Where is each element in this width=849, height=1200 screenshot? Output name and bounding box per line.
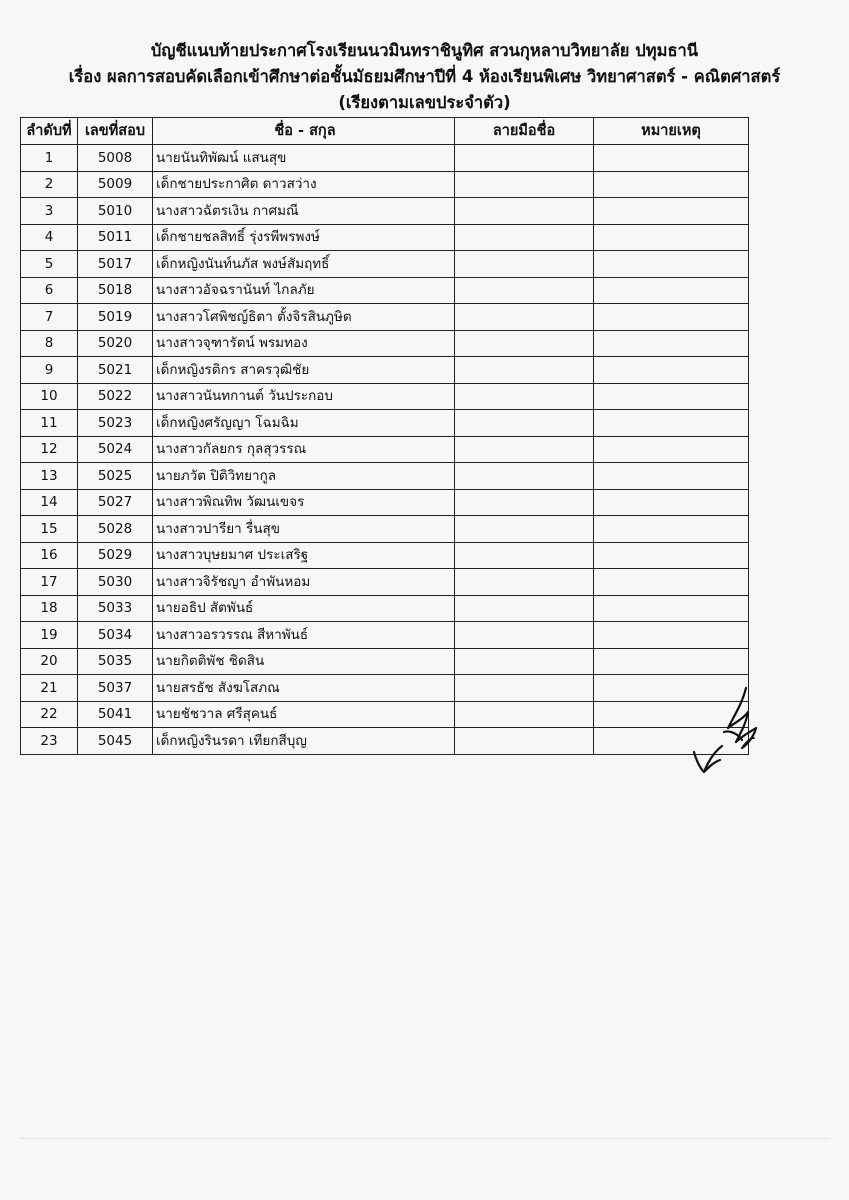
cell-exam-id: 5017 (78, 251, 153, 278)
table-row (21, 330, 749, 357)
cell-name: เด็กชายชลสิทธิ์ รุ่งรพีพรพงษ์ (153, 224, 455, 251)
cell-no: 5 (21, 251, 78, 278)
cell-no: 6 (21, 277, 78, 304)
roster-body (21, 145, 749, 755)
cell-signature (455, 277, 594, 304)
cell-no: 22 (21, 701, 78, 728)
table-row (21, 622, 749, 649)
cell-exam-id: 5035 (78, 648, 153, 675)
roster-table (20, 117, 749, 755)
cell-exam-id: 5022 (78, 383, 153, 410)
cell-name: นายภวัต ปิติวิทยากูล (153, 463, 455, 490)
table-row (21, 675, 749, 702)
cell-remark (594, 145, 749, 172)
cell-name: นายชัชวาล ศรีสุคนธ์ (153, 701, 455, 728)
table-row (21, 463, 749, 490)
cell-no: 18 (21, 595, 78, 622)
cell-no: 13 (21, 463, 78, 490)
col-header-no: ลำดับที่ (21, 118, 78, 145)
cell-name: เด็กหญิงรติกร สาครวุฒิชัย (153, 357, 455, 384)
cell-signature (455, 542, 594, 569)
cell-name: เด็กหญิงนันท์นภัส พงษ์สัมฤทธิ์ (153, 251, 455, 278)
cell-no: 8 (21, 330, 78, 357)
cell-exam-id: 5011 (78, 224, 153, 251)
col-header-remark: หมายเหตุ (594, 118, 749, 145)
header-sort-note: (เรียงตามเลขประจำตัว) (338, 93, 511, 112)
cell-name: นางสาวบุษยมาศ ประเสริฐ (153, 542, 455, 569)
cell-exam-id: 5024 (78, 436, 153, 463)
cell-name: นางสาวนันทกานต์ วันประกอบ (153, 383, 455, 410)
cell-signature (455, 622, 594, 649)
cell-exam-id: 5010 (78, 198, 153, 225)
cell-signature (455, 224, 594, 251)
cell-no: 16 (21, 542, 78, 569)
table-row (21, 145, 749, 172)
cell-no: 4 (21, 224, 78, 251)
cell-name: เด็กหญิงรินรดา เทียกสีบุญ (153, 728, 455, 755)
cell-no: 3 (21, 198, 78, 225)
cell-remark (594, 198, 749, 225)
cell-signature (455, 436, 594, 463)
cell-exam-id: 5020 (78, 330, 153, 357)
cell-name: นางสาวจิรัชญา อำพันหอม (153, 569, 455, 596)
table-row (21, 728, 749, 755)
cell-exam-id: 5041 (78, 701, 153, 728)
cell-signature (455, 569, 594, 596)
header-title: บัญชีแนบท้ายประกาศโรงเรียนนวมินทราชินูทิศ สวนกุหลาบวิทยาลัย ปทุมธานี (150, 41, 699, 60)
table-row (21, 198, 749, 225)
cell-name: นางสาวโศพิชญ์ธิตา ตั้งจิรสินภูษิต (153, 304, 455, 331)
table-row (21, 383, 749, 410)
cell-name: นางสาวกัลยกร กุลสุวรรณ (153, 436, 455, 463)
cell-exam-id: 5034 (78, 622, 153, 649)
table-row (21, 357, 749, 384)
table-row (21, 410, 749, 437)
cell-name: นายสรธัช สังฆโสภณ (153, 675, 455, 702)
cell-signature (455, 701, 594, 728)
table-row (21, 569, 749, 596)
cell-remark (594, 304, 749, 331)
cell-remark (594, 224, 749, 251)
cell-signature (455, 304, 594, 331)
cell-exam-id: 5009 (78, 171, 153, 198)
cell-exam-id: 5045 (78, 728, 153, 755)
cell-signature (455, 675, 594, 702)
col-header-signature: ลายมือชื่อ (455, 118, 594, 145)
cell-no: 14 (21, 489, 78, 516)
cell-signature (455, 330, 594, 357)
cell-remark (594, 171, 749, 198)
table-row (21, 489, 749, 516)
scan-edge-line (20, 1138, 830, 1139)
cell-signature (455, 198, 594, 225)
table-row (21, 516, 749, 543)
cell-no: 1 (21, 145, 78, 172)
cell-name: เด็กชายประกาศิต ดาวสว่าง (153, 171, 455, 198)
cell-no: 10 (21, 383, 78, 410)
cell-exam-id: 5008 (78, 145, 153, 172)
cell-exam-id: 5029 (78, 542, 153, 569)
table-row (21, 224, 749, 251)
cell-signature (455, 383, 594, 410)
cell-name: นางสาวอรวรรณ สีหาพันธ์ (153, 622, 455, 649)
cell-exam-id: 5027 (78, 489, 153, 516)
table-row (21, 171, 749, 198)
cell-remark (594, 489, 749, 516)
table-row (21, 277, 749, 304)
cell-signature (455, 171, 594, 198)
table-row (21, 304, 749, 331)
cell-remark (594, 516, 749, 543)
cell-no: 15 (21, 516, 78, 543)
cell-signature (455, 595, 594, 622)
cell-signature (455, 145, 594, 172)
cell-remark (594, 330, 749, 357)
table-row (21, 701, 749, 728)
cell-name: นางสาวอัจฉรานันท์ ไกลภัย (153, 277, 455, 304)
table-row (21, 251, 749, 278)
cell-signature (455, 516, 594, 543)
cell-signature (455, 648, 594, 675)
table-row (21, 436, 749, 463)
cell-exam-id: 5025 (78, 463, 153, 490)
table-row (21, 542, 749, 569)
cell-exam-id: 5030 (78, 569, 153, 596)
col-header-exam-id: เลขที่สอบ (78, 118, 153, 145)
cell-exam-id: 5021 (78, 357, 153, 384)
cell-name: นายอธิป สัตพันธ์ (153, 595, 455, 622)
document-header (0, 38, 849, 116)
cell-signature (455, 489, 594, 516)
cell-remark (594, 383, 749, 410)
cell-remark (594, 436, 749, 463)
cell-no: 7 (21, 304, 78, 331)
cell-signature (455, 463, 594, 490)
cell-no: 19 (21, 622, 78, 649)
cell-remark (594, 277, 749, 304)
cell-remark (594, 463, 749, 490)
table-header-row (21, 118, 749, 145)
cell-no: 12 (21, 436, 78, 463)
cell-no: 2 (21, 171, 78, 198)
cell-remark (594, 622, 749, 649)
cell-remark (594, 595, 749, 622)
cell-remark (594, 410, 749, 437)
header-subject: เรื่อง ผลการสอบคัดเลือกเข้าศึกษาต่อชั้นมัธยมศึกษาปีที่ 4 ห้องเรียนพิเศษ วิทยาศาสตร์ - คณิตศาสตร์ (68, 67, 781, 86)
cell-exam-id: 5033 (78, 595, 153, 622)
cell-exam-id: 5028 (78, 516, 153, 543)
cell-no: 17 (21, 569, 78, 596)
cell-no: 11 (21, 410, 78, 437)
cell-signature (455, 410, 594, 437)
cell-remark (594, 542, 749, 569)
cell-name: นายกิตติพัช ชิดสิน (153, 648, 455, 675)
cell-name: นายนันทิพัฒน์ แสนสุข (153, 145, 455, 172)
cell-exam-id: 5023 (78, 410, 153, 437)
cell-remark (594, 648, 749, 675)
cell-remark (594, 357, 749, 384)
cell-exam-id: 5018 (78, 277, 153, 304)
table-row (21, 648, 749, 675)
cell-no: 23 (21, 728, 78, 755)
cell-remark (594, 251, 749, 278)
cell-exam-id: 5019 (78, 304, 153, 331)
cell-name: เด็กหญิงศรัญญา โฉมฉิม (153, 410, 455, 437)
table-row (21, 595, 749, 622)
cell-no: 9 (21, 357, 78, 384)
cell-name: นางสาวปารียา รื่นสุข (153, 516, 455, 543)
cell-name: นางสาวพิณทิพ วัฒนเขจร (153, 489, 455, 516)
cell-signature (455, 357, 594, 384)
cell-signature (455, 251, 594, 278)
cell-exam-id: 5037 (78, 675, 153, 702)
cell-no: 20 (21, 648, 78, 675)
handwritten-signature (684, 682, 770, 782)
cell-remark (594, 569, 749, 596)
col-header-name: ชื่อ - สกุล (153, 118, 455, 145)
cell-signature (455, 728, 594, 755)
cell-name: นางสาวฉัตรเงิน กาศมณี (153, 198, 455, 225)
cell-name: นางสาวจุฑารัตน์ พรมทอง (153, 330, 455, 357)
cell-no: 21 (21, 675, 78, 702)
